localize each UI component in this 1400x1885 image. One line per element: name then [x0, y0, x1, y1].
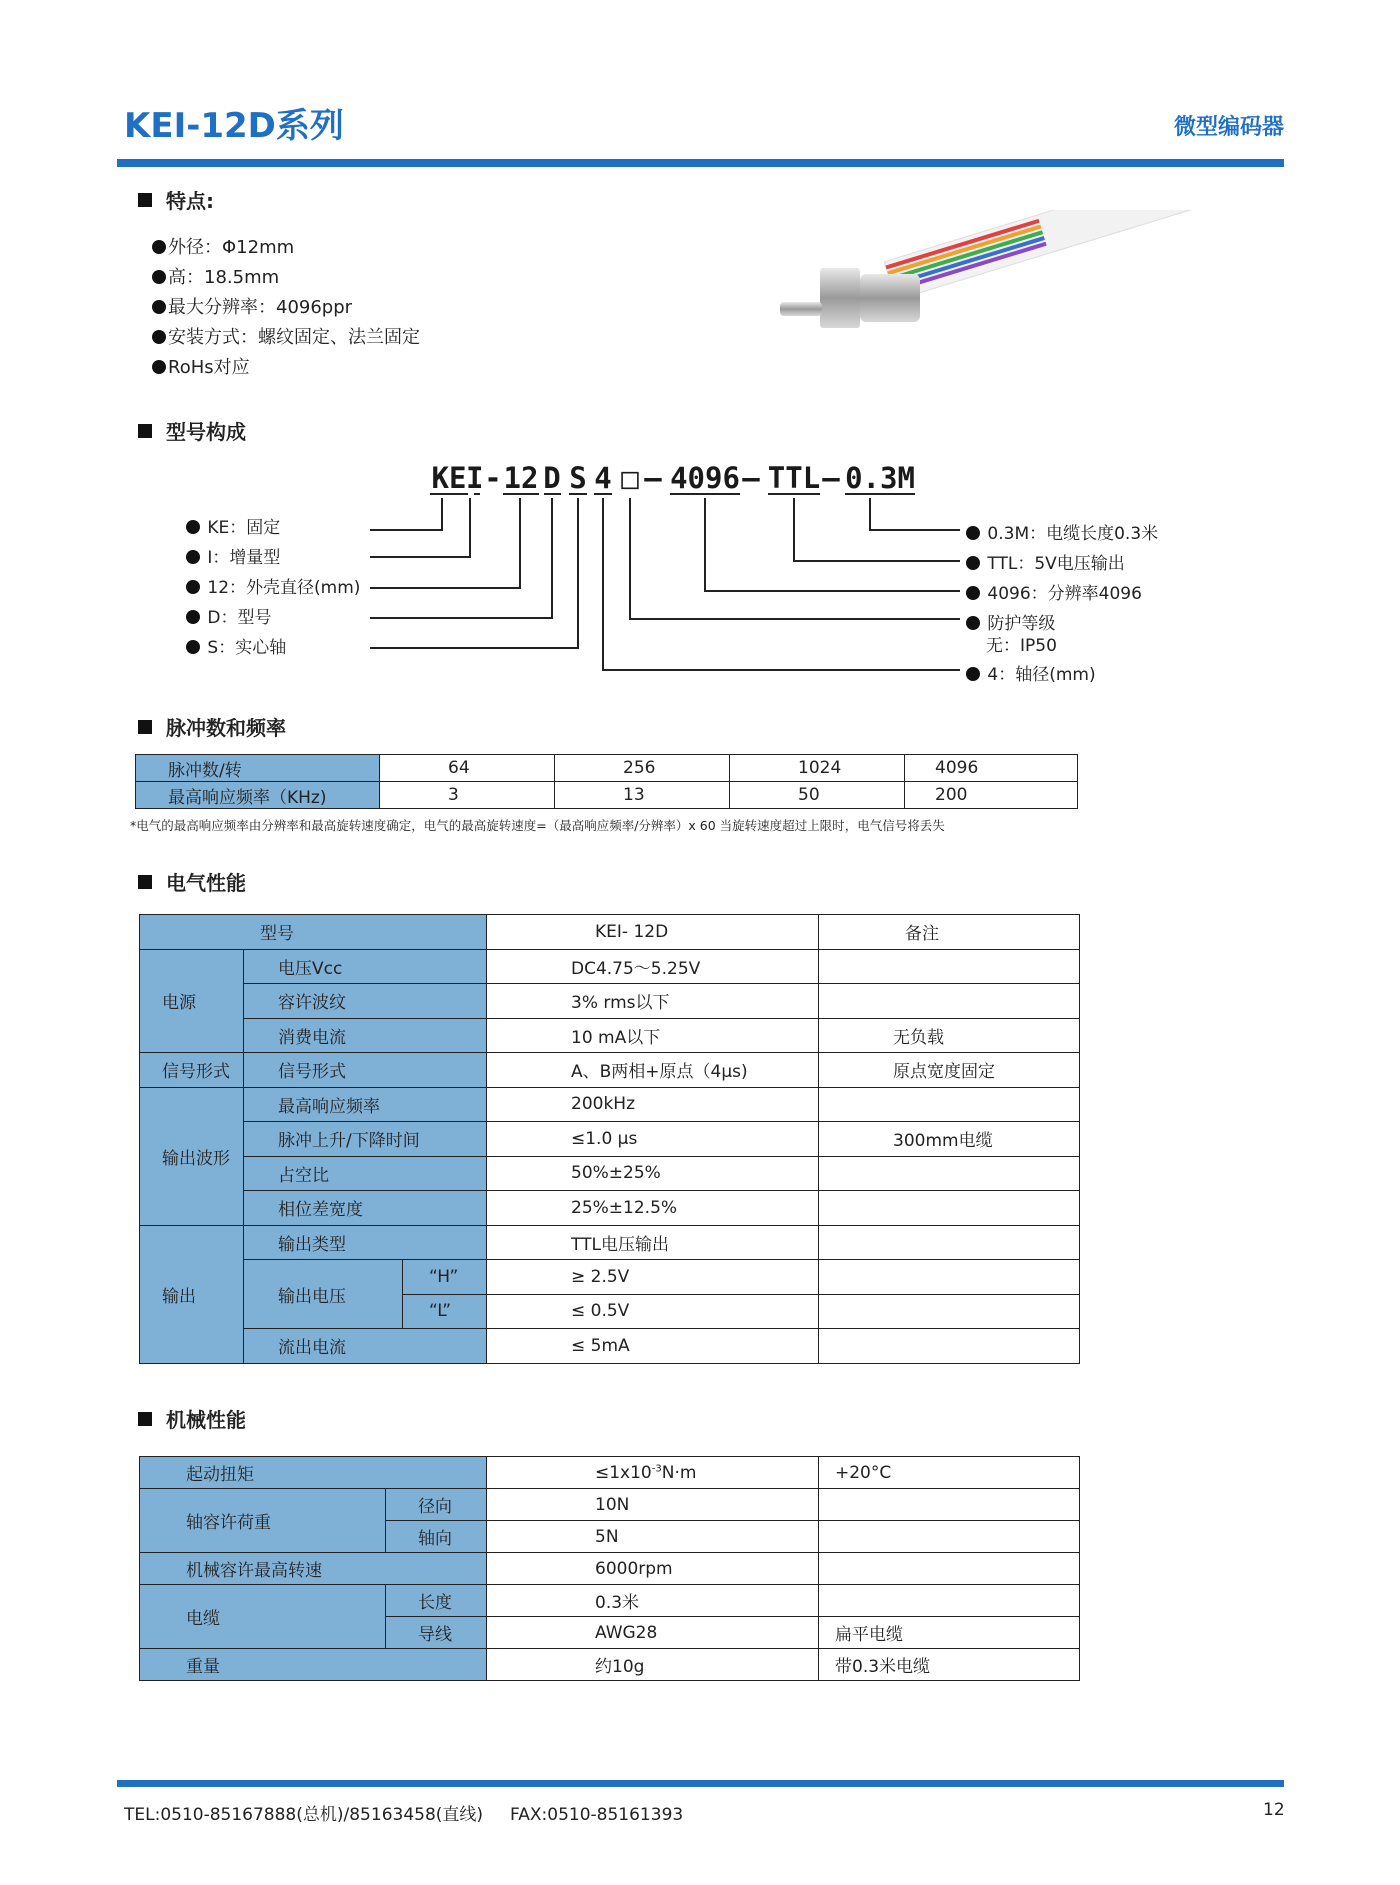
table-cell: ≤ 5mA — [487, 1329, 819, 1364]
table-cell: 脉冲数/转 — [136, 755, 380, 782]
table-cell — [819, 984, 1080, 1019]
model-right-subitem: 无：IP50 — [986, 636, 1057, 656]
feature-item: 安装方式：螺纹固定、法兰固定 — [152, 323, 420, 353]
table-cell: 扁平电缆 — [819, 1617, 1080, 1649]
table-row — [140, 915, 1080, 950]
table-cell: 200 — [905, 782, 1078, 809]
model-right-item: 0.3M：电缆长度0.3米 — [966, 519, 1158, 544]
table-cell — [819, 949, 1080, 984]
table-row — [140, 1457, 1080, 1489]
footer-divider — [117, 1780, 1284, 1787]
table-row — [140, 1260, 1080, 1295]
table-row — [140, 1553, 1080, 1585]
table-cell: 导线 — [386, 1617, 487, 1649]
model-left-item: KE：固定 — [186, 513, 360, 543]
table-cell: 流出电流 — [244, 1329, 487, 1364]
pulse-heading: 脉冲数和频率 — [138, 712, 286, 741]
model-left-list — [186, 513, 360, 663]
code-4: 4 — [594, 461, 612, 495]
table-cell: 输出波形 — [140, 1087, 244, 1225]
table-cell: 起动扭矩 — [140, 1457, 487, 1489]
table-cell: 50%±25% — [487, 1156, 819, 1191]
table-cell: 输出 — [140, 1225, 244, 1363]
footer-contact: TEL:0510-85167888(总机)/85163458(直线) FAX:0510-85161393 — [124, 1805, 684, 1825]
table-cell: 备注 — [819, 915, 1080, 950]
table-cell: 占空比 — [244, 1156, 487, 1191]
table-cell — [819, 1521, 1080, 1553]
model-heading: 型号构成 — [138, 416, 246, 445]
table-cell: 消费电流 — [244, 1018, 487, 1053]
electrical-table — [139, 914, 1080, 1364]
model-right-item: 4：轴径(mm) — [966, 660, 1096, 685]
table-cell: 200kHz — [487, 1087, 819, 1122]
bullet-icon — [966, 616, 980, 630]
table-cell — [819, 1585, 1080, 1617]
table-cell: 最高响应频率 — [244, 1087, 487, 1122]
table-cell — [819, 1087, 1080, 1122]
table-cell: 25%±12.5% — [487, 1191, 819, 1226]
model-left-item: 12：外壳直径(mm) — [186, 573, 360, 603]
mechanical-heading: 机械性能 — [138, 1404, 246, 1433]
table-cell: 无负载 — [819, 1018, 1080, 1053]
table-cell: 输出类型 — [244, 1225, 487, 1260]
table-row — [140, 949, 1080, 984]
table-cell — [819, 1225, 1080, 1260]
code-i: I — [466, 461, 484, 495]
model-right-item: 防护等级 — [966, 609, 1055, 634]
table-cell: 300mm电缆 — [819, 1122, 1080, 1157]
model-right-item: TTL：5V电压输出 — [966, 549, 1125, 574]
table-cell: 64 — [380, 755, 555, 782]
table-row — [140, 1018, 1080, 1053]
table-cell — [819, 1156, 1080, 1191]
code-d: D — [543, 461, 561, 495]
electrical-heading: 电气性能 — [138, 867, 246, 896]
table-row — [136, 755, 1078, 782]
table-cell: 电缆 — [140, 1585, 386, 1649]
table-cell: DC4.75～5.25V — [487, 949, 819, 984]
bullet-icon — [186, 550, 200, 564]
table-row — [140, 1489, 1080, 1521]
table-row — [140, 1122, 1080, 1157]
mechanical-table — [139, 1456, 1080, 1681]
table-cell: 0.3米 — [487, 1585, 819, 1617]
table-cell: $\le 1x10^{-3}N\cdot m$ — [487, 1457, 819, 1489]
table-cell: A、B两相+原点（4μs) — [487, 1053, 819, 1088]
table-cell: 3 — [380, 782, 555, 809]
table-cell: “L” — [403, 1294, 487, 1329]
table-cell: 最高响应频率（KHz) — [136, 782, 380, 809]
code-dash: - — [484, 461, 502, 495]
code-dash: – — [742, 461, 760, 495]
table-cell: 10 mA以下 — [487, 1018, 819, 1053]
table-cell: 输出电压 — [244, 1260, 403, 1329]
table-row — [136, 782, 1078, 809]
bullet-icon — [186, 520, 200, 534]
model-left-item: I：增量型 — [186, 543, 360, 573]
table-cell — [819, 1260, 1080, 1295]
square-bullet-icon — [138, 875, 152, 889]
table-row — [140, 984, 1080, 1019]
table-row — [140, 1225, 1080, 1260]
table-cell: 5N — [487, 1521, 819, 1553]
feature-item: 最大分辨率：4096ppr — [152, 293, 420, 323]
table-cell: 电压Vcc — [244, 949, 487, 984]
code-dash: – — [822, 461, 840, 495]
table-cell: 轴容许荷重 — [140, 1489, 386, 1553]
features-heading: 特点: — [138, 185, 214, 214]
table-cell: ≤ 0.5V — [487, 1294, 819, 1329]
bullet-icon — [186, 610, 200, 624]
table-row — [140, 1649, 1080, 1681]
table-row — [140, 1087, 1080, 1122]
table-cell: “H” — [403, 1260, 487, 1295]
table-cell: 13 — [555, 782, 730, 809]
table-row — [140, 1585, 1080, 1617]
page-title: KEI-12D系列 — [124, 106, 344, 146]
code-dash: – — [644, 461, 662, 495]
bullet-icon — [966, 667, 980, 681]
table-cell — [819, 1329, 1080, 1364]
code-ttl: TTL — [767, 461, 821, 495]
table-row — [140, 1329, 1080, 1364]
model-left-item: S：实心轴 — [186, 633, 360, 663]
model-left-item: D：型号 — [186, 603, 360, 633]
table-cell — [819, 1553, 1080, 1585]
table-cell: 脉冲上升/下降时间 — [244, 1122, 487, 1157]
square-bullet-icon — [138, 1412, 152, 1426]
table-cell: 信号形式 — [244, 1053, 487, 1088]
table-cell — [819, 1191, 1080, 1226]
table-cell: 256 — [555, 755, 730, 782]
category-label: 微型编码器 — [1173, 115, 1284, 140]
code-box: □ — [621, 461, 639, 495]
table-cell — [819, 1294, 1080, 1329]
table-cell: AWG28 — [487, 1617, 819, 1649]
table-cell: 容许波纹 — [244, 984, 487, 1019]
table-row — [140, 1156, 1080, 1191]
table-cell: 1024 — [730, 755, 905, 782]
table-cell: 型号 — [140, 915, 487, 950]
table-cell: 重量 — [140, 1649, 487, 1681]
feature-item: RoHs对应 — [152, 353, 420, 383]
table-cell: 约10g — [487, 1649, 819, 1681]
bullet-icon — [186, 580, 200, 594]
table-cell: TTL电压输出 — [487, 1225, 819, 1260]
bullet-icon — [966, 556, 980, 570]
table-cell — [819, 1489, 1080, 1521]
table-cell: 长度 — [386, 1585, 487, 1617]
bullet-icon — [186, 640, 200, 654]
table-cell: 机械容许最高转速 — [140, 1553, 487, 1585]
table-row — [140, 1191, 1080, 1226]
table-cell: 10N — [487, 1489, 819, 1521]
pulse-table — [135, 754, 1078, 809]
model-right-item: 4096：分辨率4096 — [966, 579, 1142, 604]
feature-item: 外径：Φ12mm — [152, 233, 420, 263]
table-cell: 原点宽度固定 — [819, 1053, 1080, 1088]
table-cell: 径向 — [386, 1489, 487, 1521]
code-03m: 0.3M — [845, 461, 915, 495]
pulse-note: *电气的最高响应频率由分辨率和最高旋转速度确定，电气的最高旋转速度=（最高响应频率/分辨率）x 60 当旋转速度超过上限时，电气信号将丢失 — [130, 818, 945, 833]
table-cell: 相位差宽度 — [244, 1191, 487, 1226]
feature-item: 高：18.5mm — [152, 263, 420, 293]
table-cell: 50 — [730, 782, 905, 809]
table-cell: 3% rms以下 — [487, 984, 819, 1019]
code-4096: 4096 — [670, 461, 740, 495]
bullet-icon — [966, 526, 980, 540]
bullet-icon — [966, 586, 980, 600]
table-row — [140, 1053, 1080, 1088]
table-cell: ≥ 2.5V — [487, 1260, 819, 1295]
table-cell: KEI- 12D — [487, 915, 819, 950]
square-bullet-icon — [138, 720, 152, 734]
table-cell: 带0.3米电缆 — [819, 1649, 1080, 1681]
code-s: S — [569, 461, 587, 495]
table-cell: ≤1.0 μs — [487, 1122, 819, 1157]
table-cell: +20°C — [819, 1457, 1080, 1489]
table-cell: 6000rpm — [487, 1553, 819, 1585]
code-ke: KE — [431, 461, 467, 495]
table-cell: 信号形式 — [140, 1053, 244, 1088]
table-cell: 电源 — [140, 949, 244, 1053]
page-number: 12 — [1263, 1800, 1285, 1820]
table-cell: 轴向 — [386, 1521, 487, 1553]
code-12: 12 — [503, 461, 539, 495]
table-cell: 4096 — [905, 755, 1078, 782]
